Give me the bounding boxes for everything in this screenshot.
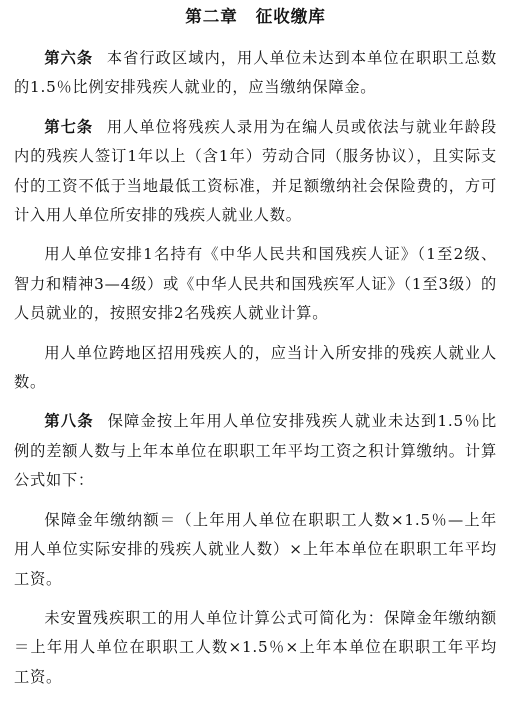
article-7-text-3: 用人单位跨地区招用残疾人的，应当计入所安排的残疾人就业人数。 xyxy=(14,343,497,392)
simplified-formula-text: 未安置残疾职工的用人单位计算公式可简化为：保障金年缴纳额＝上年用人单位在职职工人数×1.5％×上年本单位在职职工年平均工资。 xyxy=(14,608,497,686)
article-7-text-2: 用人单位安排1名持有《中华人民共和国残疾人证》（1至2级、智力和精神3—4级）或《中华人民共和国残疾军人证》（1至3级）的人员就业的，按照安排2名残疾人就业计算。 xyxy=(14,245,497,323)
formula-paragraph xyxy=(14,506,497,594)
formula-text: 保障金年缴纳额＝（上年用人单位在职职工人数×1.5％—上年用人单位实际安排的残疾人就业人数）×上年本单位在职职工年平均工资。 xyxy=(14,510,497,588)
article-7-paragraph xyxy=(14,113,497,231)
chapter-name: 征收缴库 xyxy=(255,7,326,26)
article-6-label: 第六条 xyxy=(44,49,94,67)
article-8-paragraph xyxy=(14,407,497,495)
simplified-formula-paragraph xyxy=(14,604,497,692)
article-8-text: 保障金按上年用人单位安排残疾人就业未达到1.5％比例的差额人数与上年本单位在职职工年平均工资之积计算缴纳。计算公式如下： xyxy=(14,412,498,490)
article-6-paragraph xyxy=(14,44,497,103)
article-7-paragraph-2 xyxy=(14,240,497,328)
chapter-number: 第二章 xyxy=(185,7,238,26)
article-7-label: 第七条 xyxy=(44,117,94,136)
article-6-text: 本省行政区域内，用人单位未达到本单位在职职工总数的1.5％比例安排残疾人就业的，应当缴纳保障金。 xyxy=(14,49,498,97)
article-8-label: 第八条 xyxy=(44,412,94,431)
article-7-text: 用人单位将残疾人录用为在编人员或依法与就业年龄段内的残疾人签订1年以上（含1年）劳动合同（服务协议），且实际支付的工资不低于当地最低工资标准，并足额缴纳社会保险费的，方可计入用人单位所安排的残疾人就业人数。 xyxy=(14,117,498,225)
article-7-paragraph-3 xyxy=(14,339,497,398)
chapter-title xyxy=(14,6,497,28)
